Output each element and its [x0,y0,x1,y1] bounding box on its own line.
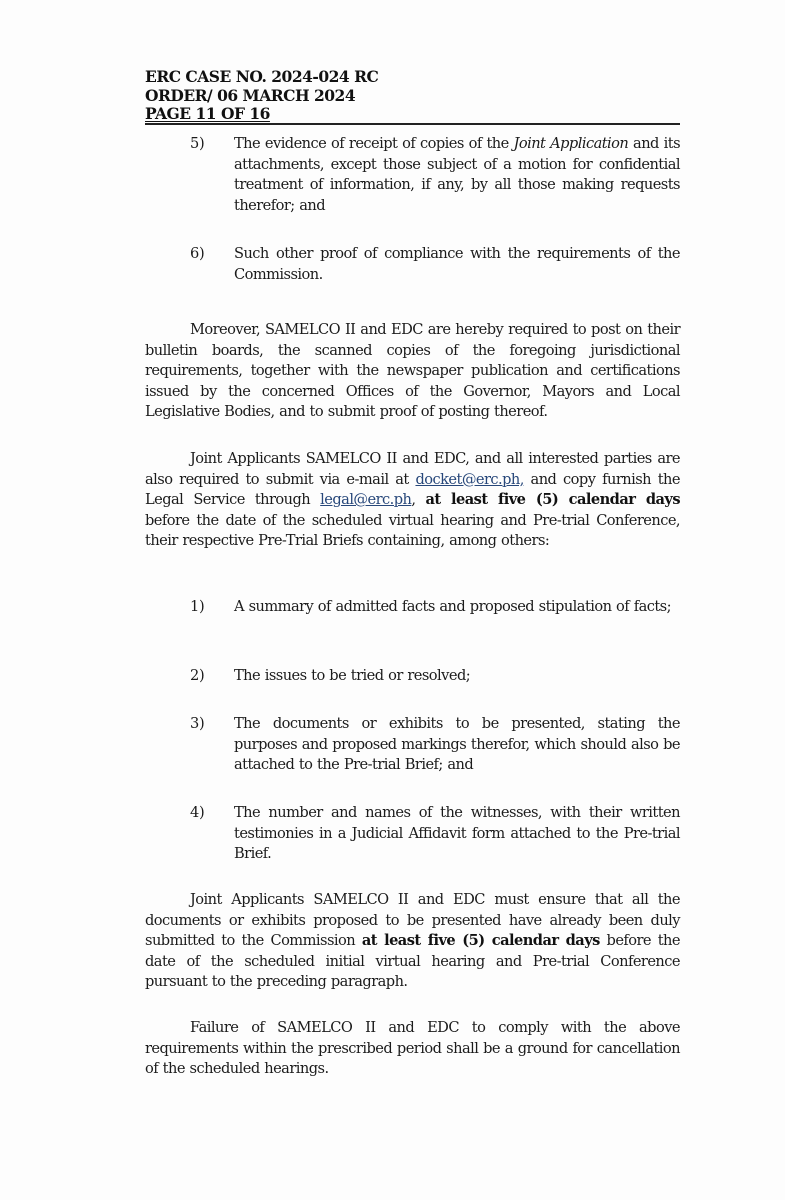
list-text: A summary of admitted facts and proposed stipulation of facts; [234,598,671,615]
text-segment: before the date of the scheduled virtual hearing and Pre-trial Conference, their respective Pre-Trial Briefs containing, among others: [145,511,680,550]
text-segment: The evidence of receipt of copies of the [234,135,514,152]
text-segment: and copy furnish the Legal Service through [145,470,680,509]
list-number: 4) [190,804,205,821]
list-number: 3) [190,715,205,732]
ensure-paragraph [145,890,680,993]
list-text: The issues to be tried or resolved; [234,667,471,684]
deadline-bold: at least five (5) calendar days [425,491,680,509]
failure-paragraph: Failure of SAMELCO II and EDC to comply with the above requirements within the prescribed period shall be a ground for cancellation of the scheduled hearings. [145,1019,680,1078]
list-text [234,134,680,216]
page-number: PAGE 11 OF 16 [145,104,270,123]
posting-paragraph: Moreover, SAMELCO II and EDC are hereby required to post on their bulletin boards, the scanned copies of the foregoing jurisdictional requirements, together with the newspaper publication and certifications issued by the concerned Offices of the Governor, Mayors and Local Legislative Bodies, and to submit proof of posting thereof. [145,321,680,421]
list-number: 6) [190,245,205,262]
case-number: ERC CASE NO. 2024-024 RC [145,67,379,86]
list-text: The documents or exhibits to be presented, stating the purposes and proposed markings therefor, which should also be attached to the Pre-trial Brief; and [234,715,680,774]
text-segment: Joint Applicants SAMELCO II and EDC must ensure that all the documents or exhibits proposed to be presented have already been duly submitted to the Commission [145,891,680,950]
text-segment: , [411,491,426,509]
list-number: 2) [190,667,205,684]
text-segment: and its attachments, except those subject of a motion for confidential treatment of information, if any, by all those making requests therefor; and [234,135,681,214]
joint-application-italic: Joint Application [513,135,629,152]
list-text: The number and names of the witnesses, with their written testimonies in a Judicial Affidavit form attached to the Pre-trial Brief. [234,804,680,863]
text-segment: Joint Applicants SAMELCO II and EDC, and all interested parties are also required to submit via e-mail at [145,450,680,488]
list-number: 5) [190,135,205,152]
order-date: ORDER/ 06 MARCH 2024 [145,85,356,105]
text-segment: before the date of the scheduled initial virtual hearing and Pre-trial Conference pursuant to the preceding paragraph. [145,932,680,991]
legal-email-link[interactable]: legal@erc.ph [320,491,412,509]
deadline-bold: at least five (5) calendar days [361,932,600,950]
header-divider [145,123,680,125]
document-header [145,68,680,124]
list-number: 1) [190,598,205,615]
docket-email-link[interactable]: docket@erc.ph, [415,470,524,488]
list-text: Such other proof of compliance with the requirements of the Commission. [234,245,680,283]
submission-paragraph [145,449,680,552]
